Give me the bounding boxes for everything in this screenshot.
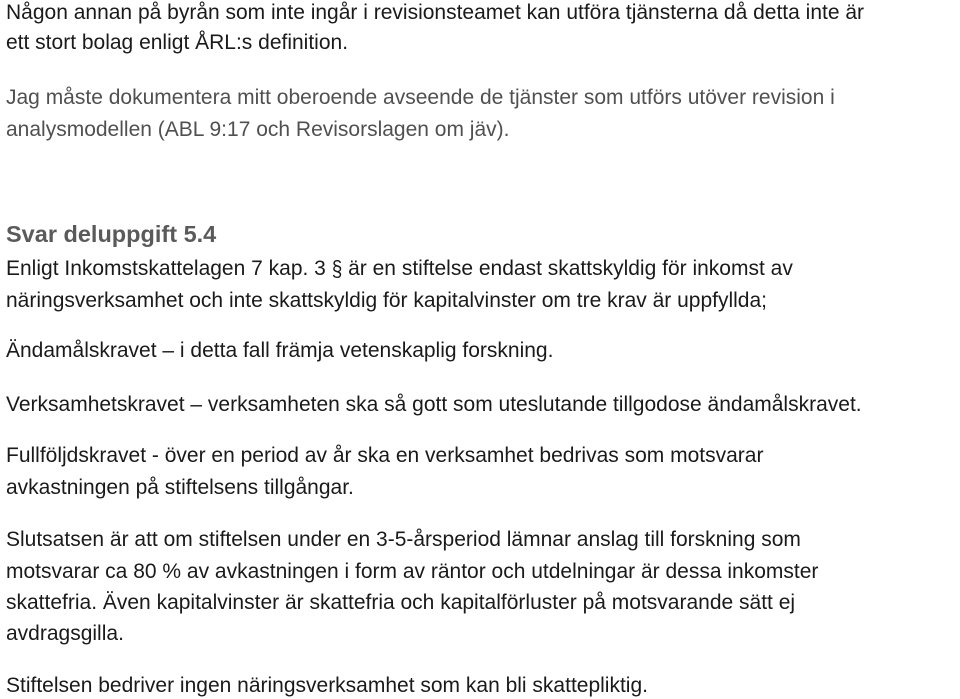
law-line-1 xyxy=(6,256,793,283)
intro-line-1: Någon annan på byrån som inte ingår i revisionsteamet kan utföra tjänsterna då detta inte är xyxy=(6,1,865,24)
conclusion-line-4: avdragsgilla. xyxy=(6,622,124,645)
law-line-1-end: är en stiftelse endast skattskyldig för inkomst av xyxy=(348,257,793,280)
completion-line-2: avkastningen på stiftelsens tillgångar. xyxy=(6,476,354,499)
requirement-purpose: Ändamålskravet – i detta fall främja vetenskaplig forskning. xyxy=(6,339,554,362)
intro-line-2: ett stort bolag enligt ÅRL:s definition. xyxy=(6,31,349,54)
conclusion-line-1: Slutsatsen är att om stiftelsen under en 3-5-årsperiod lämnar anslag till forskning som xyxy=(6,528,801,551)
documentation-line-2: analysmodellen (ABL 9:17 och Revisorslagen om jäv). xyxy=(6,118,510,141)
law-line-1-start: Enligt Inkomstskattelagen 7 kap. 3 xyxy=(6,257,326,280)
conclusion-line-2: motsvarar ca 80 % av avkastningen i form av räntor och utdelningar är dessa inkomster xyxy=(6,560,819,583)
completion-line-1: Fullföljdskravet - över en period av år ska en verksamhet bedrivas som motsvarar xyxy=(6,444,764,467)
law-line-2: näringsverksamhet och inte skattskyldig för kapitalvinster om tre krav är uppfyllda; xyxy=(6,289,767,312)
conclusion-line-3: skattefria. Även kapitalvinster är skattefria och kapitalförluster på motsvarande sätt ej xyxy=(6,591,796,614)
final-sentence: Stiftelsen bedriver ingen näringsverksamhet som kan bli skattepliktig. xyxy=(6,674,648,697)
documentation-line-1: Jag måste dokumentera mitt oberoende avseende de tjänster som utförs utöver revision i xyxy=(6,86,835,109)
paragraph-symbol: § xyxy=(331,257,343,282)
requirement-activity: Verksamhetskravet – verksamheten ska så gott som uteslutande tillgodose ändamålskravet. xyxy=(6,393,862,416)
section-heading: Svar deluppgift 5.4 xyxy=(6,221,217,247)
